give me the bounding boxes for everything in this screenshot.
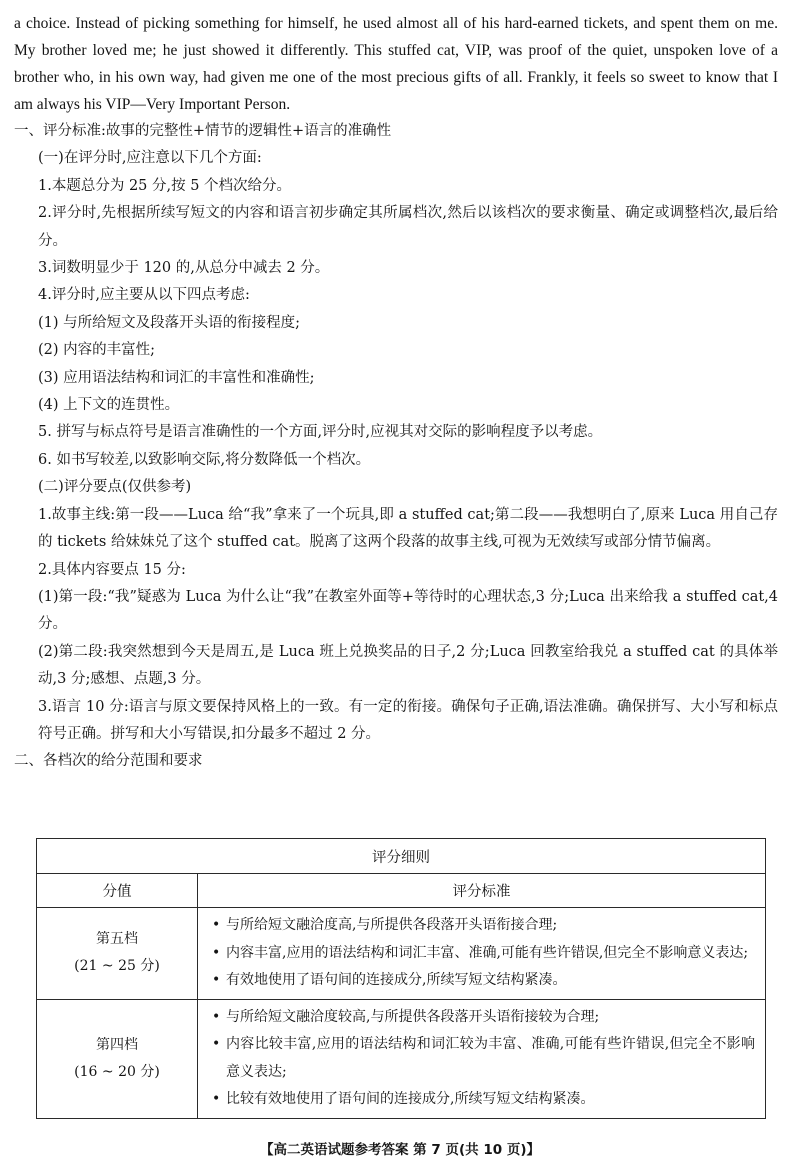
rule-item: 6. 如书写较差,以致影响交际,将分数降低一个档次。 xyxy=(38,451,371,468)
criteria-item: • 与所给短文融洽度高,与所提供各段落开头语衔接合理; xyxy=(212,917,558,933)
table-row xyxy=(37,999,766,1118)
rule-item: (4) 上下文的连贯性。 xyxy=(38,397,180,414)
criteria-cell xyxy=(198,999,766,1118)
rule-item: 1.本题总分为 25 分,按 5 个档次给分。 xyxy=(38,177,292,194)
rule-item: 3.词数明显少于 120 的,从总分中减去 2 分。 xyxy=(38,260,330,277)
key-point-item: (1)第一段:“我”疑惑为 Luca 为什么让“我”在教室外面等+等待时的心理状态,3 分;Luca 出来给我 a stuffed cat,4 分。 xyxy=(38,588,778,633)
scoring-table xyxy=(36,838,766,1119)
section2-heading: 二、各档次的给分范围和要求 xyxy=(14,753,203,770)
grade-label: 第五档 xyxy=(96,931,138,948)
section1-sub1 xyxy=(14,145,778,474)
criteria-item: • 内容比较丰富,应用的语法结构和词汇较为丰富、准确,可能有些许错误,但完全不影响意义表达; xyxy=(212,1036,755,1080)
column-header-score: 分值 xyxy=(37,874,198,908)
criteria-item: • 有效地使用了语句间的连接成分,所续写短文结构紧凑。 xyxy=(212,972,567,988)
table-title: 评分细则 xyxy=(37,839,766,874)
rule-item: (3) 应用语法结构和词汇的丰富性和准确性; xyxy=(38,369,315,386)
grade-cell xyxy=(37,999,198,1118)
key-point-item: 2.具体内容要点 15 分: xyxy=(38,561,186,578)
key-point-item: 3.语言 10 分:语言与原文要保持风格上的一致。有一定的衔接。确保句子正确,语法准确。确保拼写、大小写和标点符号正确。拼写和大小写错误,扣分最多不超过 2 分。 xyxy=(38,698,778,742)
rule-item: (1) 与所给短文及段落开头语的衔接程度; xyxy=(38,314,301,331)
grade-label: 第四档 xyxy=(96,1036,138,1053)
criteria-cell xyxy=(198,908,766,1000)
criteria-item: • 内容丰富,应用的语法结构和词汇丰富、准确,可能有些许错误,但完全不影响意义表达; xyxy=(212,944,749,961)
table-row xyxy=(37,908,766,1000)
key-point-item: 1.故事主线:第一段——Luca 给“我”拿来了一个玩具,即 a stuffed cat;第二段——我想明白了,原来 Luca 用自己存的 tickets 给妹妹兑了这个 stuffed cat。脱离了这两个段落的故事主线,可视为无效续写或部分情节偏离。 xyxy=(38,506,778,551)
rule-item: 2.评分时,先根据所续写短文的内容和语言初步确定其所属档次,然后以该档次的要求衡量、确定或调整档次,最后给分。 xyxy=(38,205,778,249)
grade-range: (21 ~ 25 分) xyxy=(74,958,160,975)
rule-item: 4.评分时,应主要从以下四点考虑: xyxy=(38,287,250,304)
grade-range: (16 ~ 20 分) xyxy=(74,1063,160,1080)
story-ending-paragraph: a choice. Instead of picking something for himself, he used almost all of his hard-earned tickets, and spent them on me. My brother loved me; he just showed it differently. This stuffed cat, VIP, was proof of the quiet, unspoken love of a brother who, in his own way, had given me one of the most precious gifts of all. Frankly, it feels so sweet to know that I am always his VIP—Very Important Person. xyxy=(14,15,778,113)
sub1-heading: (一)在评分时,应注意以下几个方面: xyxy=(38,150,262,167)
key-point-item: (2)第二段:我突然想到今天是周五,是 Luca 班上兑换奖品的日子,2 分;Luca 回教室给我兑 a stuffed cat 的具体举动,3 分;感想、点题,3 分。 xyxy=(38,643,778,688)
rule-item: 5. 拼写与标点符号是语言准确性的一个方面,评分时,应视其对交际的影响程度予以考虑。 xyxy=(38,424,603,441)
criteria-item: • 比较有效地使用了语句间的连接成分,所续写短文结构紧凑。 xyxy=(212,1091,595,1107)
grade-cell xyxy=(37,908,198,1000)
column-header-criteria: 评分标准 xyxy=(198,874,766,908)
section1-sub2 xyxy=(14,474,778,748)
rule-item: (2) 内容的丰富性; xyxy=(38,342,156,359)
page-footer: 【高二英语试题参考答案 第 7 页(共 10 页)】 xyxy=(259,1142,541,1158)
section1-heading: 一、评分标准:故事的完整性+情节的逻辑性+语言的准确性 xyxy=(14,123,392,139)
criteria-item: • 与所给短文融洽度较高,与所提供各段落开头语衔接较为合理; xyxy=(212,1008,600,1025)
sub2-heading: (二)评分要点(仅供参考) xyxy=(38,479,192,496)
